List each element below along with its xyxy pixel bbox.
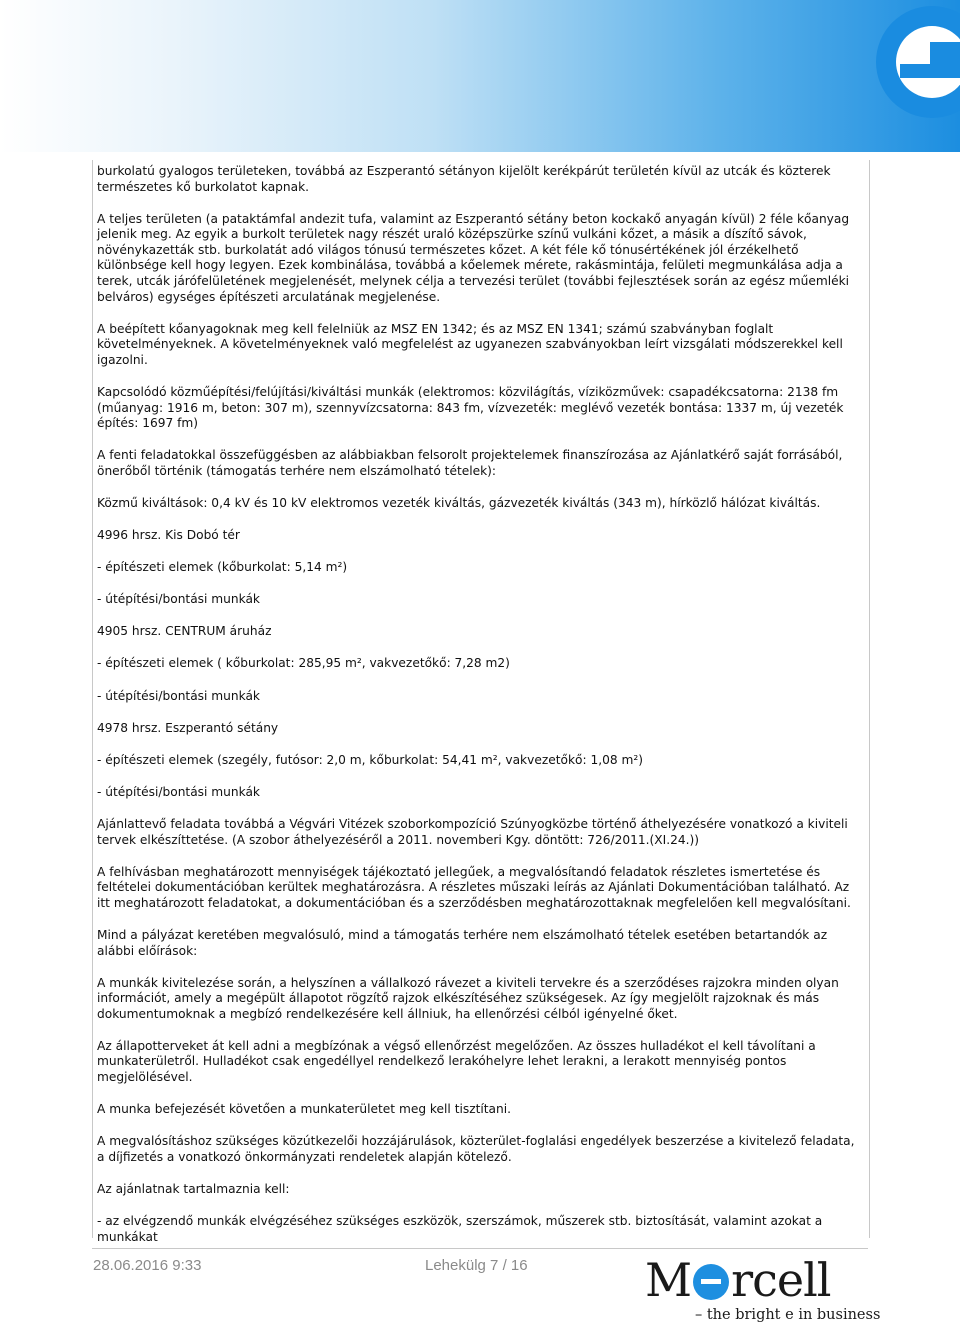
paragraph-offer-item: - az elvégzendő munkák elvégzéséhez szükséges eszközök, szerszámok, műszerek stb. biztosítását, valamint azokat a munkákat <box>97 1214 823 1244</box>
parcel-item: - építészeti elemek ( kőburkolat: 285,95 m², vakvezetőkő: 7,28 m2) <box>97 656 510 671</box>
header-banner <box>0 0 960 152</box>
brand-logo <box>645 1253 881 1326</box>
parcel-heading: 4978 hrsz. Eszperantó sétány <box>97 720 279 735</box>
parcel-item: - útépítési/bontási munkák <box>97 592 260 607</box>
parcel-item: - építészeti elemek (kőburkolat: 5,14 m²) <box>97 560 348 575</box>
parcel-item: - útépítési/bontási munkák <box>97 784 260 799</box>
paragraph-financing: A fenti feladatokkal összefüggésben az alábbiakban felsorolt projektelemek finanszírozása az Ajánlatkérő saját forrásából, önerőből történik (támogatás terhére nem elszámolható tételek): <box>97 448 843 478</box>
parcel-item: - építészeti elemek (szegély, futósor: 2,0 m, kőburkolat: 54,41 m², vakvezetőkő: 1,08 m²) <box>97 752 643 767</box>
paragraph-stone <box>97 212 863 306</box>
parcel-heading: 4905 hrsz. CENTRUM áruház <box>97 624 272 639</box>
e-logo-icon <box>840 0 960 120</box>
paragraph-stone-rest: Az egyik a burkolt területek nagy részét uraló középszürke színű vulkáni kőzet, a másik a díszítő sávok, növénykazetták stb. burkolatát adó világos tónusú természetes kőzet. A két féle kő tónusértékének jól érzékelhető különbsége kell hogy legyen. Ezek kombinálása, továbbá a kőelemek mérete, rakásmintája, felületi megmunkálása adja a terek, utcák járófelületének megjelenését, melynek célja a tervezési terület (további fejlesztések során az egész műemléki belváros) egységes építészeti arculatának megjelenése. <box>97 227 850 304</box>
paragraph-standards: A beépített kőanyagoknak meg kell felelniük az MSZ EN 1342; és az MSZ EN 1341; számú szabványban foglalt követelményeknek. A követelményeknek való megfelelést az ugyanezen szabványokban leírt vizsgálati módszerekkel kell igazolni. <box>97 321 843 367</box>
paragraph-statue: Ajánlattevő feladata továbbá a Végvári Vitézek szoborkompozíció Szúnyogközbe történő áthelyezésére vonatkozó a kiviteli tervek elkészíttetése. (A szobor áthelyezéséről a 2011. novemberi Kgy. döntött: 726/2011.(XI.24.)) <box>97 816 848 847</box>
footer-page-number: Lehekülg 7 / 16 <box>425 1257 528 1274</box>
brand-wordmark: M rcell <box>645 1253 831 1307</box>
footer-date: 28.06.2016 9:33 <box>93 1257 202 1274</box>
brand-tagline: – the bright e in business <box>695 1307 881 1323</box>
paragraph-rules-intro: Mind a pályázat keretében megvalósuló, mind a támogatás terhére nem elszámolható tételek esetében betartandók az alábbi előírások: <box>97 927 828 958</box>
paragraph-cleanup: A munka befejezését követően a munkaterületet meg kell tisztítani. <box>97 1102 511 1117</box>
parcel-heading: 4996 hrsz. Kis Dobó tér <box>97 528 240 543</box>
paragraph-intro: burkolatú gyalogos területeken, továbbá az Eszperantó sétányon kijelölt kerékpárút területén kívül az utcák és közterek természetes kő burkolatot kapnak. <box>97 164 831 194</box>
brand-e-icon <box>693 1264 729 1300</box>
paragraph-waste: Az állapotterveket át kell adni a megbízónak a végső ellenőrzést megelőzően. Az összes hulladékot el kell távolítani a munkaterületről. Hulladékot csak engedéllyel rendelkező lerakóhelyre lehet lerakni, a lerakott mennyiség pontos megjelölésével. <box>97 1038 816 1085</box>
paragraph-drawings: A munkák kivitelezése során, a helyszínen a vállalkozó rávezet a kiviteli tervekre és a szerződéses rajzokra minden olyan információt, amely a megépült állapotot rögzítő rajzok elkészítéséhez szükségesek. Az így megjelölt rajzoknak és más dokumentumoknak a megbízó rendelkezésére kell állniuk, ha ellenőrzési célból igényelné őket. <box>97 975 839 1021</box>
paragraph-stone-lead: A teljes területen (a pataktámfal andezit tufa, valamint az Eszperantó sétány beton kockakő anyagán kívül) 2 féle kőanyag jelenik meg. <box>97 211 850 242</box>
parcel-item: - útépítési/bontási munkák <box>97 688 260 703</box>
paragraph-offer-intro: Az ajánlatnak tartalmaznia kell: <box>97 1181 290 1196</box>
footer-divider <box>92 1248 868 1249</box>
paragraph-quantities: A felhívásban meghatározott mennyiségek tájékoztató jellegűek, a megvalósítandó feladatok részletes ismertetése és feltételei dokumentációban kerültek meghatározásra. A részletes műszaki leírás az Ajánlati Dokumentációban található. Az itt meghatározott feladatokat, a dokumentációban és a szerződésben meghatározottaknak megfelelően kell megvalósítani. <box>97 864 851 910</box>
paragraph-permits: A megvalósításhoz szükséges közútkezelői hozzájárulások, közterület-foglalási engedélyek beszerzése a kivitelező feladata, a díjfizetés a vonatkozó önkormányzati rendeletek alapján kötelező. <box>97 1134 855 1164</box>
document-body <box>97 164 863 1245</box>
paragraph-relocation: Közmű kiváltások: 0,4 kV és 10 kV elektromos vezeték kiváltás, gázvezeték kiváltás (343 m), hírközlő hálózat kiváltás. <box>97 496 821 510</box>
paragraph-utilities: Kapcsolódó közműépítési/felújítási/kiváltási munkák (elektromos: közvilágítás, víziközművek: csapadékcsatorna: 2138 fm (műanyag: 1916 m, beton: 307 m), szennyvízcsatorna: 843 fm, vízvezeték: meglévő vezeték bontása: 1337 m, új vezeték építés: 1697 fm) <box>97 385 844 431</box>
